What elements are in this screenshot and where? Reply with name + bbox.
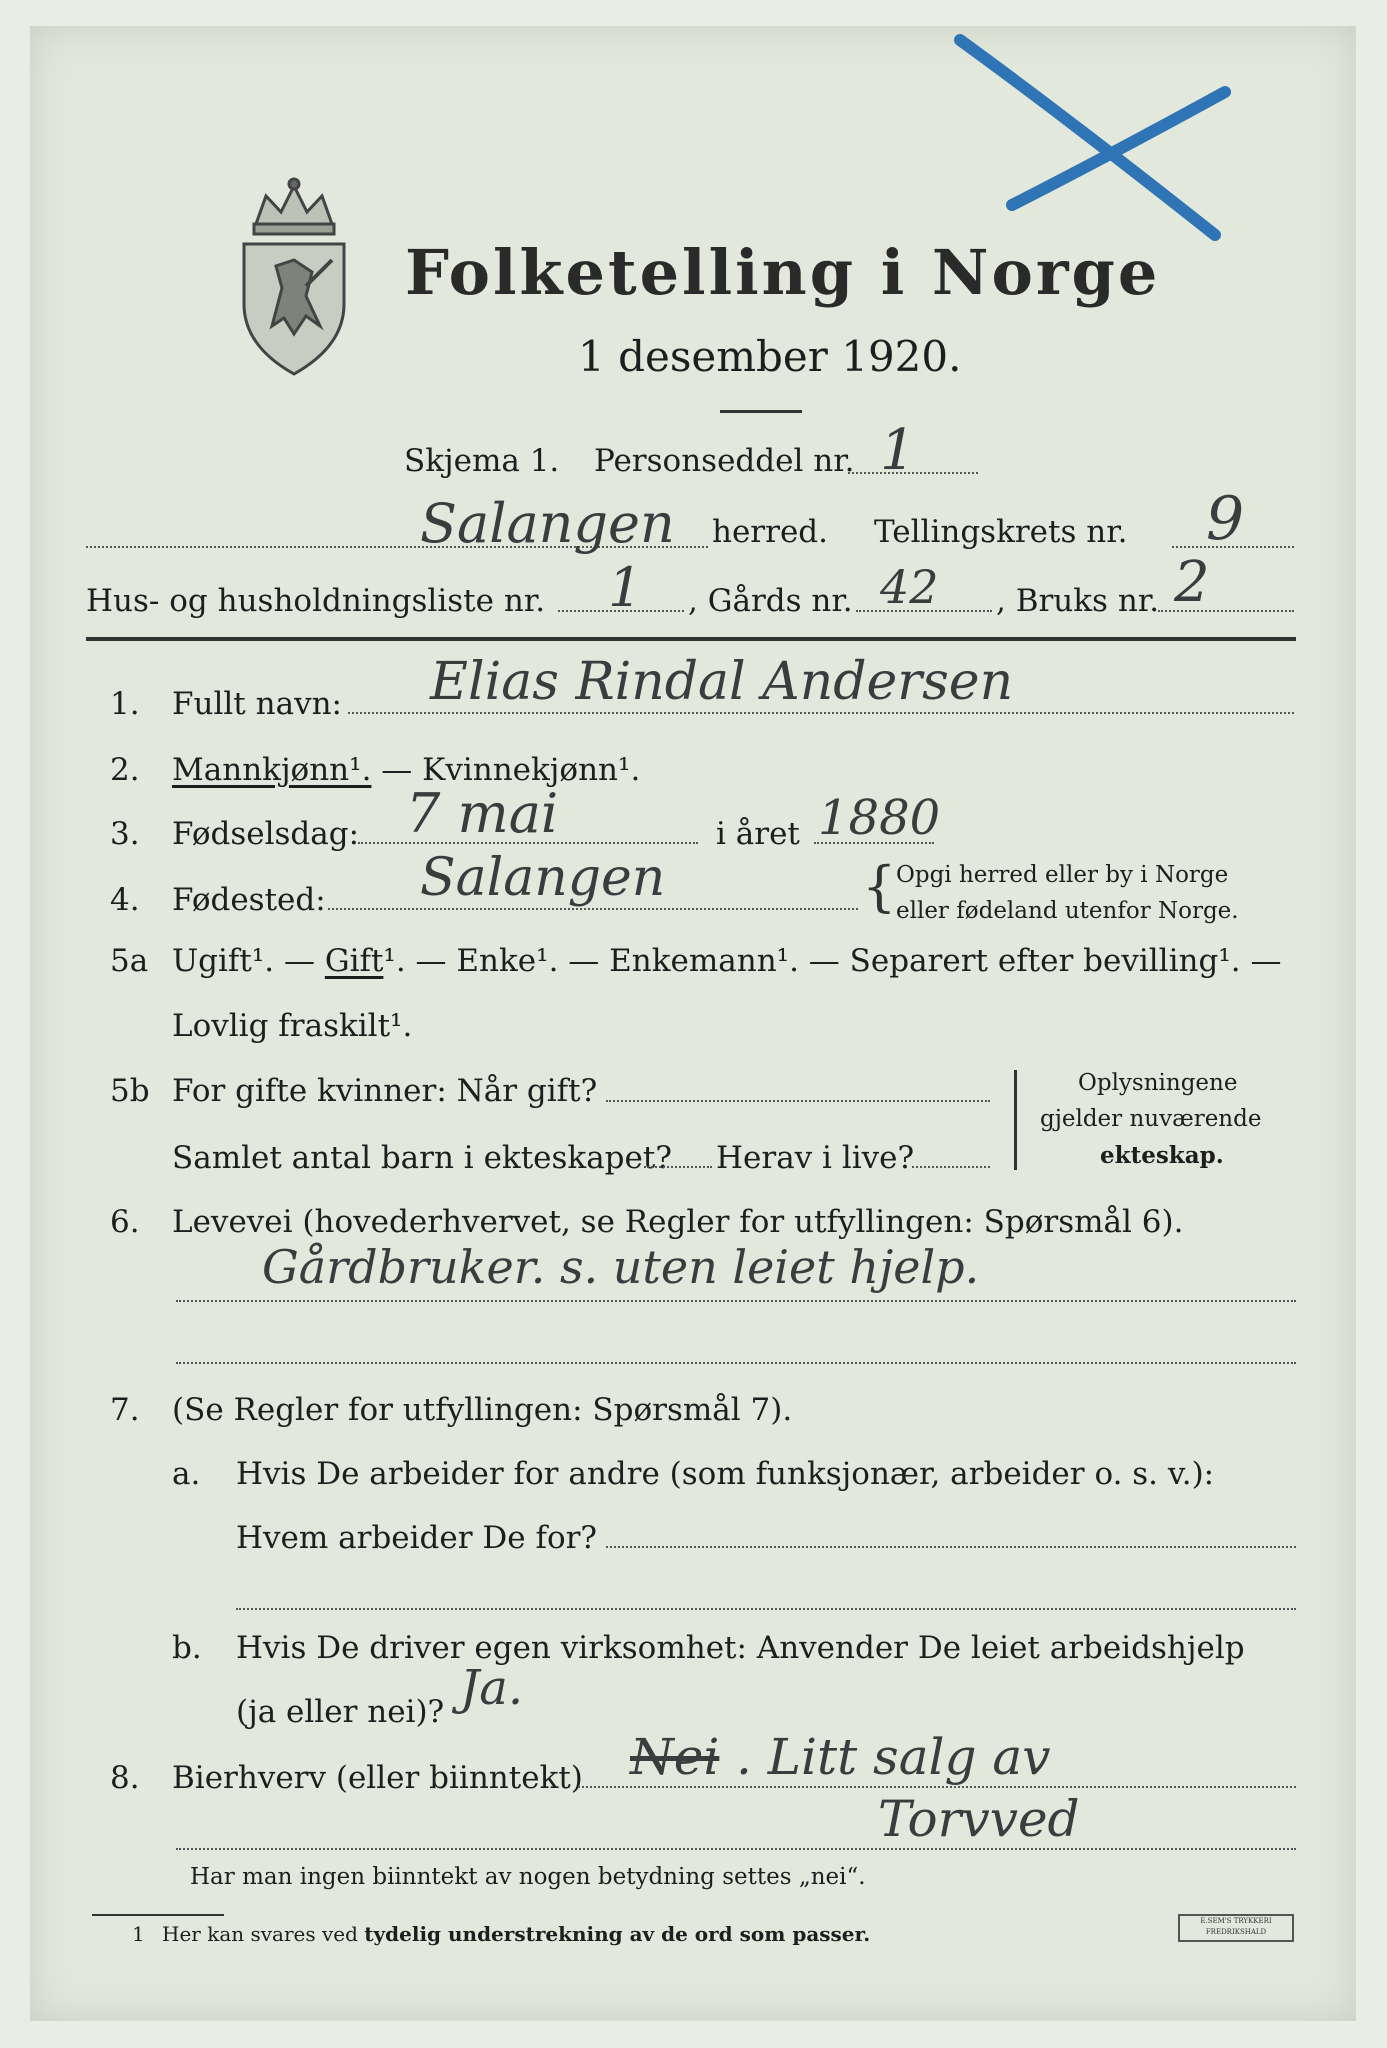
q1-value: Elias Rindal Andersen	[430, 652, 1014, 712]
q4-value: Salangen	[420, 848, 666, 908]
q4-note-line1: Opgi herred eller by i Norge	[896, 862, 1229, 888]
q7a-line1	[606, 1546, 1296, 1548]
blue-cross-mark	[950, 30, 1240, 250]
q5a-gift: Gift	[324, 943, 384, 979]
q6-line1	[176, 1300, 1296, 1302]
gards-label: , Gårds nr.	[688, 583, 853, 619]
q3-year-label: i året	[716, 816, 800, 852]
q2-number: 2.	[110, 752, 140, 788]
q5b-note2: gjelder nuværende	[1040, 1106, 1262, 1132]
q5a-rest: ¹. — Enke¹. — Enkemann¹. — Separert efter bevilling¹. —	[383, 943, 1282, 979]
skjema-label: Skjema 1.	[404, 443, 560, 479]
q2-separator: —	[371, 752, 423, 788]
herred-value: Salangen	[420, 492, 675, 555]
q2-female: Kvinnekjønn¹.	[422, 752, 641, 788]
q8-value-line1: . Litt salg av	[736, 1728, 1051, 1786]
q8-number: 8.	[110, 1760, 140, 1796]
hus-value: 1	[608, 556, 643, 619]
footnote-text-b: tydelig understrekning av de ord som passer.	[364, 1922, 871, 1946]
q3-number: 3.	[110, 816, 140, 852]
q5a-options	[172, 943, 1281, 979]
q6-label: Levevei (hovederhvervet, se Regler for utfyllingen: Spørsmål 6).	[172, 1204, 1184, 1240]
q7b-question: (ja eller nei)?	[236, 1694, 445, 1730]
q8-line1	[578, 1786, 1296, 1788]
q5b-note1: Oplysningene	[1078, 1070, 1238, 1096]
norwegian-coat-of-arms-icon	[236, 176, 352, 378]
q8-struck-value: Nei	[630, 1728, 720, 1786]
gards-value: 42	[880, 560, 939, 614]
footnote-text	[162, 1922, 870, 1946]
q5b-alive: Herav i live?	[716, 1140, 915, 1176]
q4-number: 4.	[110, 882, 140, 918]
q4-brace: {	[862, 855, 897, 918]
q8-value-line2: Torvved	[878, 1790, 1080, 1848]
q5a-line2: Lovlig fraskilt¹.	[172, 1008, 413, 1044]
title-divider	[720, 410, 802, 413]
q1-label: Fullt navn:	[172, 686, 342, 722]
form-date: 1 desember 1920.	[578, 332, 962, 381]
q3-label: Fødselsdag:	[172, 816, 360, 852]
q2-male: Mannkjønn¹.	[172, 752, 372, 788]
bruks-label: , Bruks nr.	[996, 583, 1160, 619]
personseddel-label: Personseddel nr.	[594, 443, 855, 479]
q5b-note3: ekteskap.	[1100, 1142, 1224, 1169]
q6-line2	[176, 1362, 1296, 1364]
q5b-alive-line	[912, 1166, 990, 1168]
printer-stamp: E.SEM'S TRYKKERI FREDRIKSHALD	[1178, 1914, 1294, 1942]
personseddel-value: 1	[880, 418, 916, 483]
q7a-letter: a.	[172, 1456, 201, 1492]
hus-label: Hus- og husholdningsliste nr.	[86, 583, 546, 619]
tellingskrets-value: 9	[1206, 484, 1245, 554]
q7-number: 7.	[110, 1392, 140, 1428]
q1-line	[348, 712, 1294, 714]
q7a-question: Hvem arbeider De for?	[236, 1520, 598, 1556]
q4-label: Fødested:	[172, 882, 326, 918]
q8-label: Bierhverv (eller biinntekt)	[172, 1760, 583, 1796]
q3-year-value: 1880	[818, 790, 941, 846]
q7b-value: Ja.	[460, 1660, 524, 1716]
q7-label: (Se Regler for utfyllingen: Spørsmål 7).	[172, 1392, 793, 1428]
q6-number: 6.	[110, 1204, 140, 1240]
footnote-text-a: Her kan svares ved	[162, 1922, 365, 1946]
q5b-line1: For gifte kvinner: Når gift?	[172, 1073, 598, 1109]
q7a-text: Hvis De arbeider for andre (som funksjonær, arbeider o. s. v.):	[236, 1456, 1215, 1492]
form-title: Folketelling i Norge	[405, 236, 1161, 309]
herred-label: herred.	[712, 514, 828, 550]
q5a-ugift: Ugift¹. —	[172, 943, 325, 979]
q3-value: 7 mai	[406, 782, 559, 845]
q4-line	[328, 908, 858, 910]
bruks-value: 2	[1174, 550, 1210, 615]
q6-value: Gårdbruker. s. uten leiet hjelp.	[262, 1240, 980, 1294]
q5b-bracket	[1014, 1070, 1017, 1170]
q7a-line2	[236, 1608, 1296, 1610]
footer-note: Har man ingen biinntekt av nogen betydning settes „nei“.	[190, 1864, 866, 1890]
footnote-rule	[92, 1914, 224, 1916]
q8-line2	[176, 1848, 1296, 1850]
q5a-number: 5a	[110, 943, 149, 979]
q5b-children: Samlet antal barn i ekteskapet?	[172, 1140, 672, 1176]
footnote-number: 1	[132, 1922, 145, 1946]
q5b-children-line	[644, 1166, 712, 1168]
q4-note-line2: eller fødeland utenfor Norge.	[896, 898, 1239, 924]
tellingskrets-label: Tellingskrets nr.	[874, 514, 1128, 550]
q5b-married-line	[606, 1100, 990, 1102]
q7b-text: Hvis De driver egen virksomhet: Anvender De leiet arbeidshjelp	[236, 1630, 1245, 1666]
q1-number: 1.	[110, 686, 140, 722]
q5b-number: 5b	[110, 1073, 150, 1109]
q7b-letter: b.	[172, 1630, 202, 1666]
header-rule	[86, 637, 1296, 641]
